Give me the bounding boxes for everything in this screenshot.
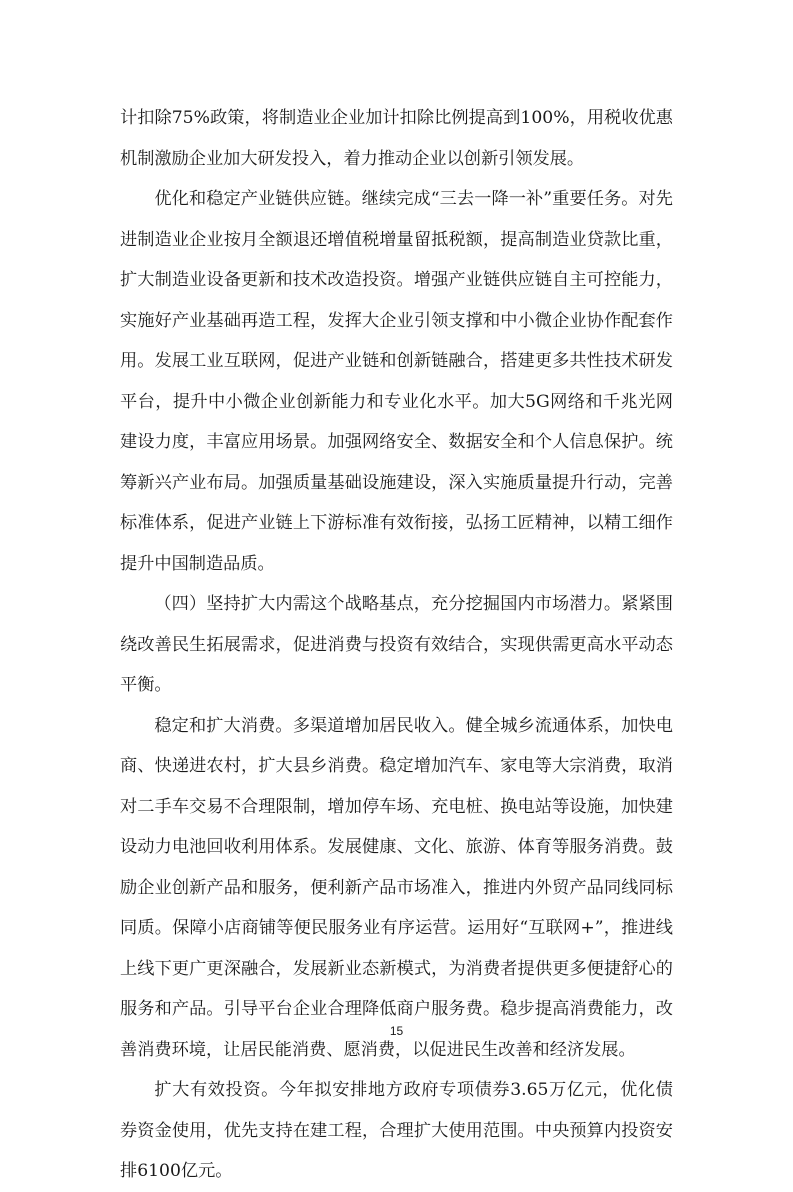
paragraph-domestic-demand-heading: （四）坚持扩大内需这个战略基点，充分挖掘国内市场潜力。紧紧围绕改善民生拓展需求，促进消费与投资有效结合，实现供需更高水平动态平衡。 [120, 594, 673, 695]
page-number: 15 [389, 1024, 404, 1038]
paragraph-investment: 扩大有效投资。今年拟安排地方政府专项债券3.65万亿元，优化债券资金使用，优先支持在建工程，合理扩大使用范围。中央预算内投资安排6100亿元。 [120, 1080, 673, 1181]
paragraph-rd-tax-deduction: 计扣除75%政策，将制造业企业加计扣除比例提高到100%，用税收优惠机制激励企业加大研发投入，着力推动企业以创新引领发展。 [120, 108, 673, 169]
paragraph-supply-chain: 优化和稳定产业链供应链。继续完成“三去一降一补”重要任务。对先进制造业企业按月全额退还增值税增量留抵税额，提高制造业贷款比重，扩大制造业设备更新和技术改造投资。增强产业链供应链自主可控能力，实施好产业基础再造工程，发挥大企业引领支撑和中小微企业协作配套作用。发展工业互联网，促进产业链和创新链融合，搭建更多共性技术研发平台，提升中小微企业创新能力和专业化水平。加大5G网络和千兆光网建设力度，丰富应用场景。加强网络安全、数据安全和个人信息保护。统筹新兴产业布局。加强质量基础设施建设，深入实施质量提升行动，完善标准体系，促进产业链上下游标准有效衔接，弘扬工匠精神，以精工细作提升中国制造品质。 [120, 189, 673, 574]
paragraph-consumption: 稳定和扩大消费。多渠道增加居民收入。健全城乡流通体系，加快电商、快递进农村，扩大县乡消费。稳定增加汽车、家电等大宗消费，取消对二手车交易不合理限制，增加停车场、充电桩、换电站等设施，加快建设动力电池回收利用体系。发展健康、文化、旅游、体育等服务消费。鼓励企业创新产品和服务，便利新产品市场准入，推进内外贸产品同线同标同质。保障小店商铺等便民服务业有序运营。运用好“互联网+”，推进线上线下更广更深融合，发展新业态新模式，为消费者提供更多便捷舒心的服务和产品。引导平台企业合理降低商户服务费。稳步提高消费能力，改善消费环境，让居民能消费、愿消费，以促进民生改善和经济发展。 [120, 715, 673, 1060]
